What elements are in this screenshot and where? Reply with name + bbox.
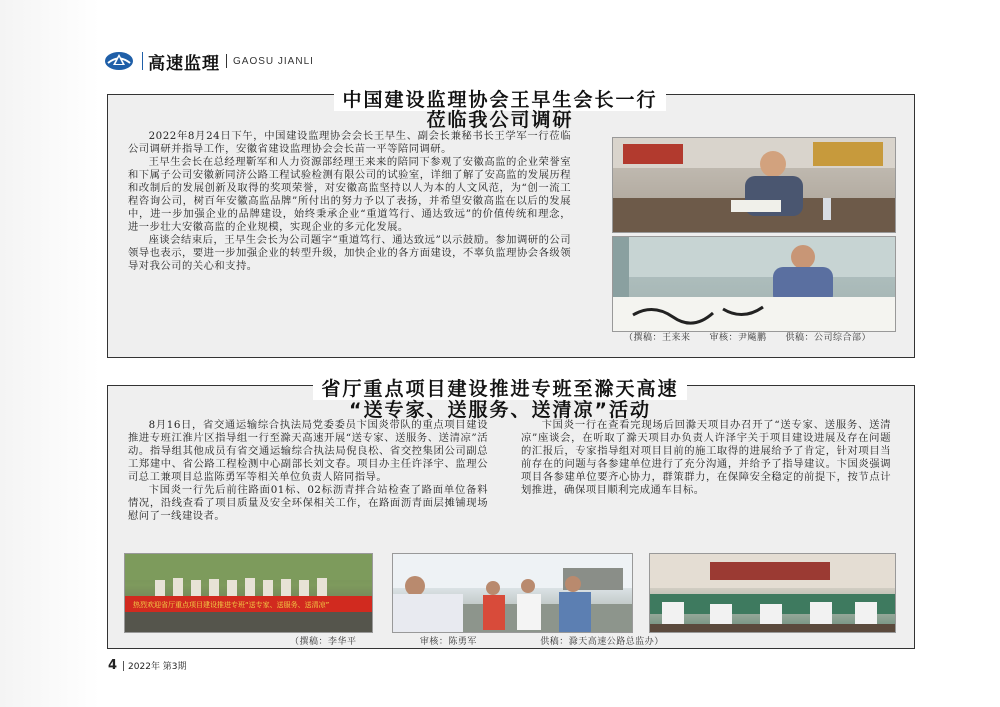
masthead [104, 49, 314, 73]
photo-meeting-room [649, 553, 896, 633]
masthead-title-en: GAOSU JIANLI [233, 55, 314, 67]
photo-calligraphy [612, 236, 896, 332]
article-1-paragraph: 2022年8月24日下午，中国建设监理协会会长王早生、副会长兼秘书长王学军一行莅临公司调研并指导工作，安徽省建设监理协会会长苗一平等陪同调研。 [128, 130, 571, 156]
article-1-caption: （撰稿：王来来 审核：尹飚鹏 供稿：公司综合部） [624, 333, 872, 343]
photo-group-banner [124, 553, 373, 633]
banner-text: 热烈欢迎省厅重点项目建设推进专班“送专家、送服务、送清凉” [133, 601, 330, 609]
article-1-headline-line1: 中国建设监理协会王早生会长一行 [0, 85, 1000, 112]
issue-label: 2022年 第3期 [128, 662, 187, 672]
article-2-caption [290, 634, 850, 647]
triangle-wave-logo [104, 50, 134, 72]
article-1-body [128, 130, 571, 274]
photo-site-inspection [392, 553, 633, 633]
article-1-paragraph: 座谈会结束后，王早生会长为公司题字“重道笃行、通达致远”以示鼓励。参加调研的公司领导也表示，要进一步加强企业的转型升级，加快企业的各方面建设，不辜负监理协会各级领导对我公司的关心和支持。 [128, 234, 571, 273]
article-2-body-right [521, 419, 891, 497]
article-2-headline-line1: 省厅重点项目建设推进专班至滁天高速 [0, 374, 1000, 401]
footer-divider [123, 661, 124, 671]
article-2-paragraph: 8月16日，省交通运输综合执法局党委委员卞国炎带队的重点项目建设推进专班江淮片区指导组一行至滁天高速开展“送专家、送服务、送清凉”活动。指导组其他成员有省交通运输综合执法局倪良松、省交控集团公司副总工郑建中、省公路工程检测中心副部长刘文春。项目办主任许泽宇、监理公司总工兼项目总监陈勇军等相关单位负责人陪同指导。 [128, 419, 488, 484]
masthead-divider-2 [226, 54, 227, 68]
caption-source: 供稿：滁天高速公路总监办） [540, 637, 664, 647]
caption-author: （撰稿：李华平 [290, 637, 357, 647]
page-footer [108, 658, 187, 673]
article-2-paragraph: 卞国炎一行先后前往路面01标、02标沥青拌合站检查了路面单位备料情况，沿线查看了项目质量及安全环保相关工作，在路面沥青面层摊铺现场慰问了一线建设者。 [128, 484, 488, 523]
article-2-paragraph: 卞国炎一行在查看完现场后回滁天项目办召开了“送专家、送服务、送清凉”座谈会，在听取了滁天项目办负责人许泽宇关于项目建设进展及存在问题的汇报后，专家指导组对项目目前的施工取得的进展给予了肯定，针对项目当前存在的问题与各参建单位进行了充分沟通，并给予了指导建议。卞国炎强调项目各参建单位要齐心协力，群策群力，在保障安全稳定的前提下，按节点计划推进，确保项目顺利完成通车目标。 [521, 419, 891, 497]
article-1-paragraph: 王早生会长在总经理靳军和人力资源部经理王来来的陪同下参观了安徽高监的企业荣誉室和下属子公司安徽新同济公路工程试验检测有限公司的试验室，详细了解了安高监的发展历程和改制后的发展创新及取得的奖项荣誉，对安徽高监坚持以人为本的人文风范，为“创一流工程咨询公司，树百年安徽高监品牌”所付出的努力予以了表扬，并希望安徽高监在以后的发展中，进一步加强企业的品牌建设，始终秉承企业“重道笃行、通达致远”的价值传统和理念，进一步壮大安徽高监的企业规模，实现企业的多元化发展。 [128, 156, 571, 234]
page-number: 4 [108, 658, 118, 673]
caption-review: 审核：陈勇军 [419, 637, 477, 647]
photo-president-reading [612, 137, 896, 233]
article-1-headline-line2: 莅临我公司调研 [426, 109, 574, 131]
article-2-headline-line2: “送专家、送服务、送清凉”活动 [349, 399, 651, 421]
masthead-title-cn: 高速监理 [148, 53, 220, 74]
masthead-divider [142, 52, 143, 70]
article-2-body-left [128, 419, 488, 523]
